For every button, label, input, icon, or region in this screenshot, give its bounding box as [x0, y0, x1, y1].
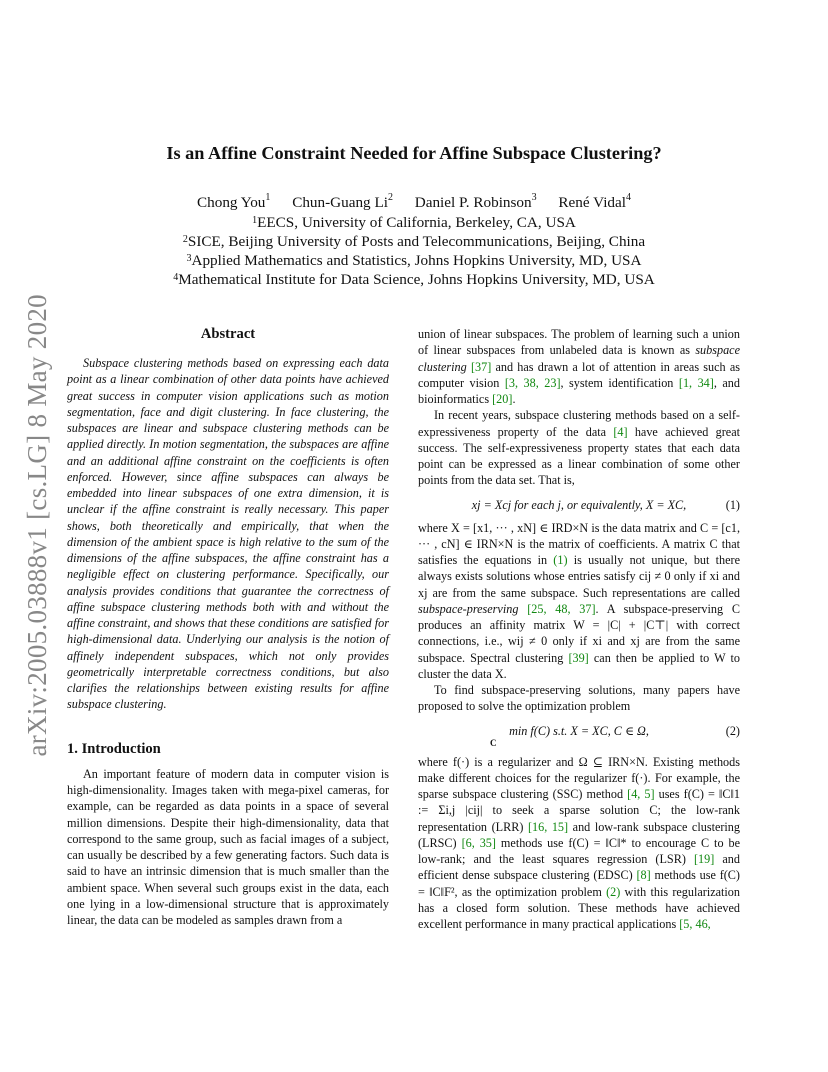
equation-1-body: xj = Xcj for each j, or equivalently, X = XC, — [471, 497, 687, 512]
paper-title: Is an Affine Constraint Needed for Affine Subspace Clustering? — [166, 143, 662, 163]
section-heading-introduction: 1. Introduction — [67, 740, 161, 757]
citation-link[interactable]: [39] — [568, 650, 589, 665]
abstract-text: Subspace clustering methods based on expressing each data point as a linear combination of other data points have achieved great success in computer vision applications such as motion segmentation, face and digit clustering. In face clustering, the subspaces are linear and subspace clustering methods can be applied directly. In motion segmentation, the subspaces are affine and an additional affine constraint on the coefficients is often enforced. However, since affine subspaces can always be embedded into linear subspaces of one extra dimension, it is unclear if the affine constraint is really necessary. This paper shows, both theoretically and empirically, that when the dimension of the ambient space is high relative to the sum of the dimensions of the affine subspaces, the affine constraint has a negligible effect on clustering performance. Specifically, our analysis provides conditions that guarantee the correctness of affine subspace clustering methods both with and without the affine constraint, and shows that these conditions are satisfied for high-dimensional data. Underlying our analysis is the notion of affinely independent subspaces, which not only provides geometrically interpretable correctness conditions, but also clarifies the relationships between existing results for affine subspace clustering. — [67, 356, 389, 712]
equation-2-number: (2) — [725, 723, 740, 738]
abstract-heading: Abstract — [200, 326, 256, 342]
citation-link[interactable]: [20] — [492, 392, 513, 406]
equation-1 — [418, 494, 740, 516]
citation-link[interactable]: [6, 35] — [461, 835, 496, 850]
affiliation-4: $^4$Mathematical Institute for Data Science, Johns Hopkins University, MD, USA — [173, 271, 655, 288]
citation-link[interactable]: [19] — [693, 852, 715, 866]
author-4: René Vidal$^4$ — [558, 192, 631, 211]
equation-2-body: min f(C) s.t. X = XC, C ∈ Ω, C — [490, 723, 649, 748]
intro-paragraph: An important feature of modern data in computer vision is high-dimensionality. Images taken with mega-pixel cameras, for example, can be regarded as data points in a space of several million dimensions. Despite their high-dimensionality, data that correspond to the same group, such as facial images of a subject, can usually be described by a few generating factors. Such data is said to have an intrinsic dimension that is much smaller than the ambient space. When several such groups exist in the data, each one lying in a low-dimensional structure that is approximately linear, the data can be modeled as samples drawn from a — [67, 766, 389, 927]
citation-link[interactable]: [4] — [613, 424, 628, 439]
author-2: Chun-Guang Li$^2$ — [292, 192, 393, 211]
author-list — [0, 194, 828, 212]
equation-1-number: (1) — [725, 497, 740, 512]
affiliation-1: $^1$EECS, University of California, Berkeley, CA, USA — [252, 214, 576, 231]
citation-link[interactable]: [37] — [470, 359, 492, 374]
equation-reference-link[interactable]: (1) — [553, 553, 568, 567]
author-3: Daniel P. Robinson$^3$ — [414, 192, 537, 211]
equation-reference-link[interactable]: (2) — [606, 884, 621, 899]
paragraph-self-expressiveness: In recent years, subspace clustering methods based on a self-expressiveness property of the data [4] have achieved great success. The self-expressiveness property states that each data point can be expressed as a linear combination of some other points from the data set. That is, — [418, 408, 740, 488]
equation-2 — [418, 720, 740, 750]
citation-link[interactable]: [3, 38, 23] — [504, 375, 561, 390]
citation-link[interactable]: [8] — [636, 868, 651, 883]
paragraph-definitions: where X = [x1, ··· , xN] ∈ IRD×N is the data matrix and C = [c1, ··· , cN] ∈ IRN×N is the matrix of coefficients. A matrix C that satisfies the equations in (1) is usually not unique, but there always exists solutions whose entries satisfy cij ≠ 0 only if xi and xj are from the same subspace. Such representations are called subspace-preserving [25, 48, 37]. A subspace-preserving C produces an affinity matrix W = |C| + |C⊤| with correct connections, i.e., wij ≠ 0 only if xi and xj are from the same subspace. Spectral clustering [39] can then be applied to W to cluster the data X. — [418, 520, 741, 681]
citation-link[interactable]: [5, 46, — [679, 917, 711, 931]
citation-link[interactable]: [16, 15] — [527, 819, 569, 834]
paragraph-regularizers: where f(·) is a regularizer and Ω ⊆ IRN×N. Existing methods make different choices for the regularizer f(·). For example, the sparse subspace clustering (SSC) method [4, 5] uses f(C) = ‖C‖1 := Σi,j |cij| to seek a sparse solution C; the low-rank representation (LRR) [16, 15] and low-rank subspace clustering (LRSC) [6, 35] methods use f(C) = ‖C‖* to encourage C to be low-rank; and the least squares regression (LSR) [19] and efficient dense subspace clustering (EDSC) [8] methods use f(C) = ‖C‖F², as the optimization problem (2) with this regularization has a closed form solution. These methods have achieved excellent performance in many practical applications [5, 46, — [418, 754, 740, 931]
citation-link[interactable]: [25, 48, 37] — [527, 601, 596, 616]
author-1: Chong You$^1$ — [197, 192, 271, 211]
affiliation-3: $^3$Applied Mathematics and Statistics, Johns Hopkins University, MD, USA — [186, 252, 642, 269]
arxiv-identifier: arXiv:2005.03888v1 [cs.LG] 8 May 2020 — [21, 293, 52, 757]
paragraph-continued: union of linear subspaces. The problem of learning such a union of linear subspaces from unlabeled data is known as subspace clustering [37] and has drawn a lot of attention in areas such as computer vision [3, 38, 23], system identification [1, 34], and bioinformatics [20]. — [418, 327, 741, 406]
citation-link[interactable]: [4, 5] — [627, 787, 655, 801]
right-column — [418, 326, 740, 932]
affiliation-2: $^2$SICE, Beijing University of Posts and Telecommunications, Beijing, China — [182, 233, 646, 250]
left-column — [67, 326, 389, 928]
paragraph-optimization: To find subspace-preserving solutions, many papers have proposed to solve the optimization problem — [418, 683, 740, 714]
citation-link[interactable]: [1, 34] — [678, 375, 714, 390]
